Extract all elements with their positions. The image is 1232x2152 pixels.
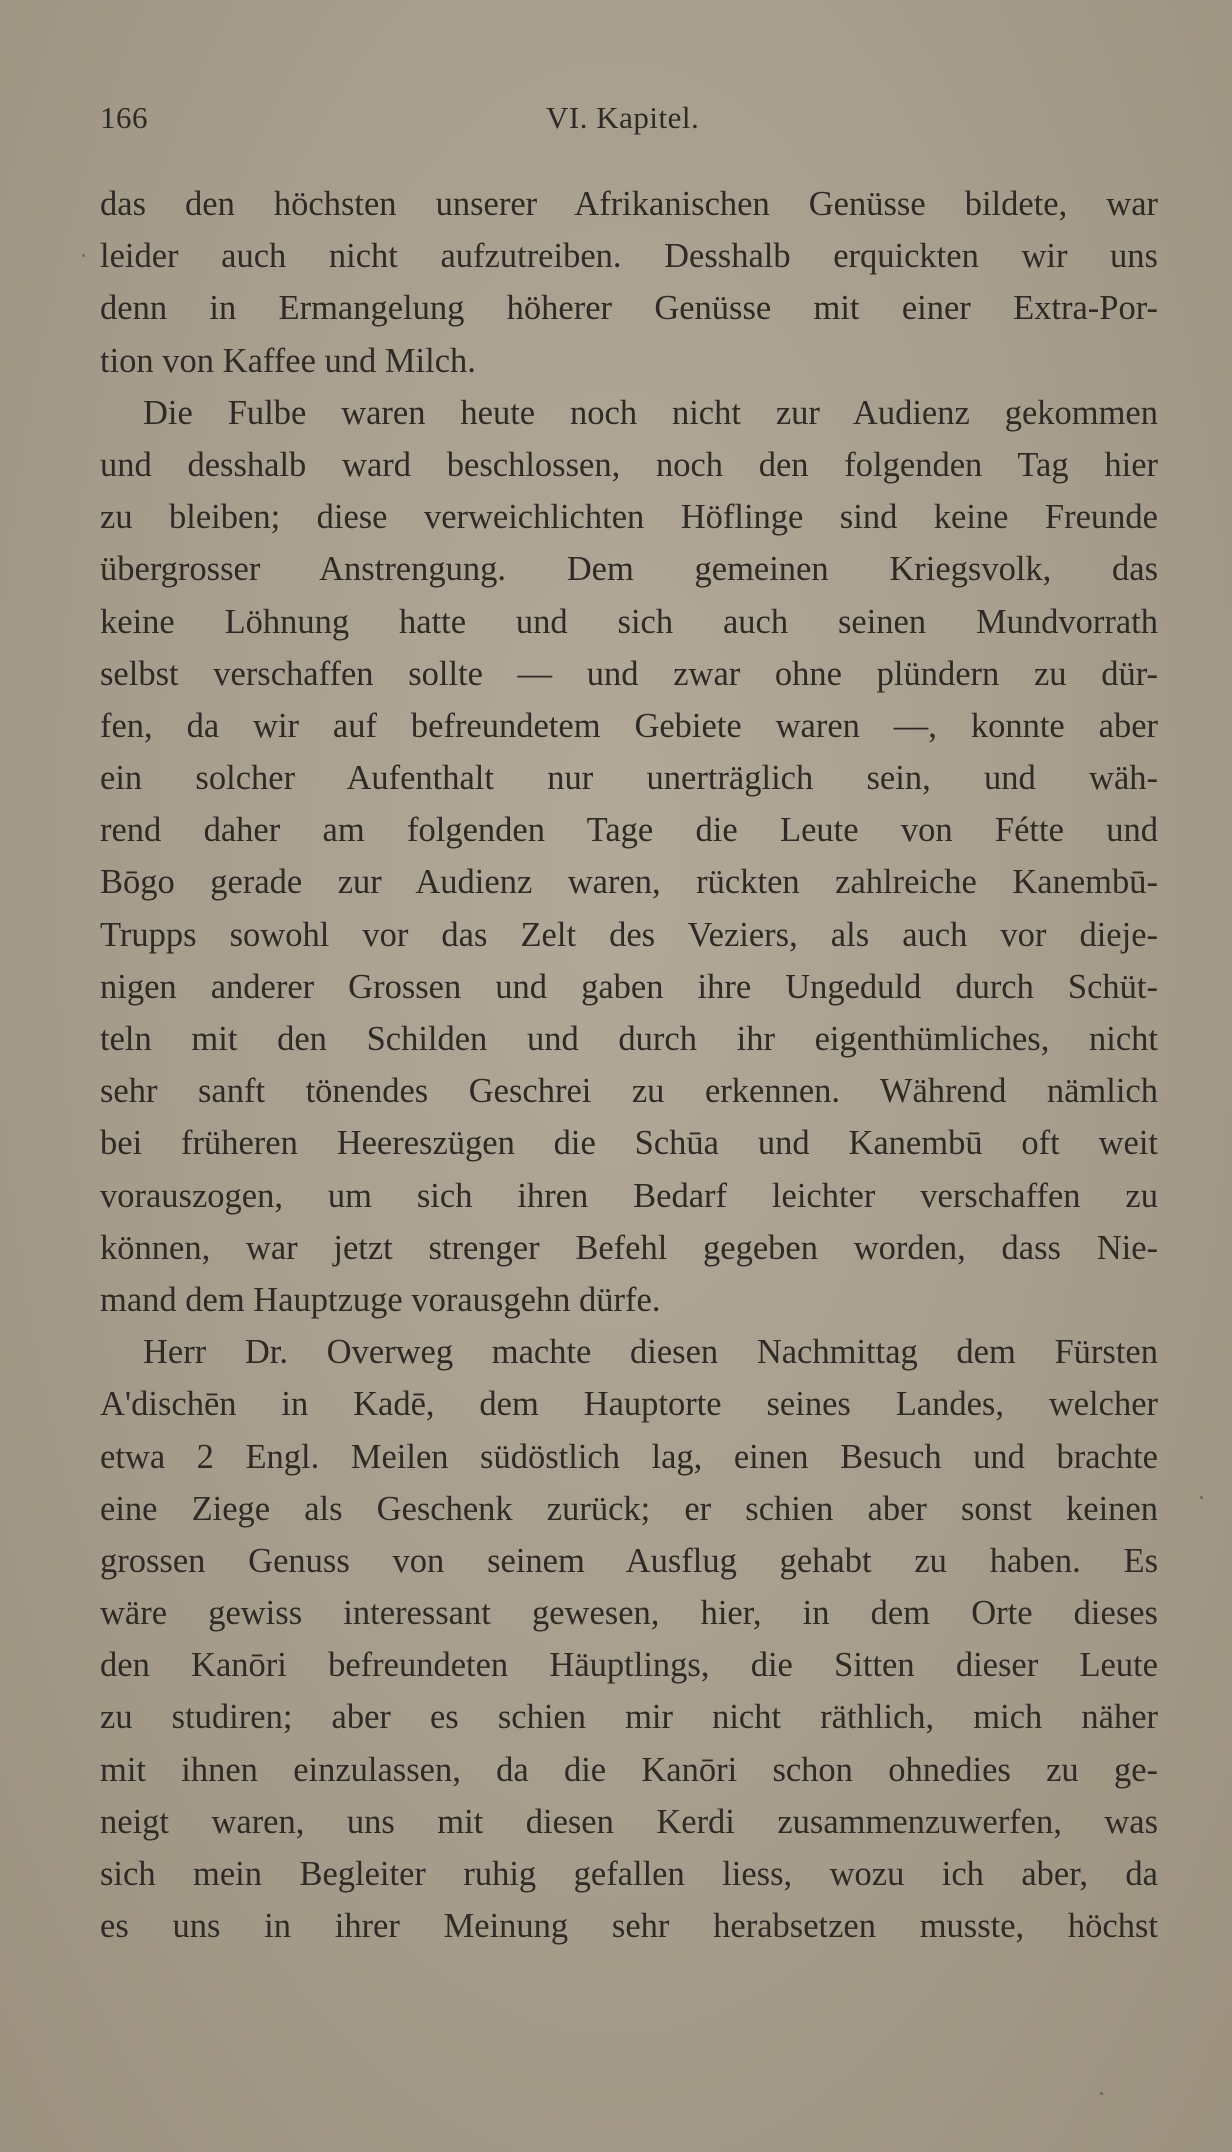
text-line: wäre gewiss interessant gewesen, hier, in dem Orte dieses [100, 1594, 1158, 1633]
text-line: leider auch nicht aufzutreiben. Desshalb erquickten wir uns [100, 237, 1158, 276]
text-line: übergrosser Anstrengung. Dem gemeinen Kriegsvolk, das [100, 550, 1158, 589]
text-line: den Kanōri befreundeten Häuptlings, die Sitten dieser Leute [100, 1646, 1158, 1685]
text-line: Die Fulbe waren heute noch nicht zur Audienz gekommen [143, 393, 1158, 432]
text-line: es uns in ihrer Meinung sehr herabsetzen musste, höchst [100, 1907, 1158, 1946]
paper-speck [82, 254, 85, 257]
text-line: rend daher am folgenden Tage die Leute von Fétte und [100, 811, 1158, 850]
text-line: sich mein Begleiter ruhig gefallen liess, wozu ich aber, da [100, 1855, 1158, 1893]
paper-speck [1100, 2092, 1103, 2095]
text-line: Trupps sowohl vor das Zelt des Veziers, als auch vor dieje- [100, 915, 1158, 954]
running-head: VI. Kapitel. [546, 100, 700, 135]
text-line: selbst verschaffen sollte — und zwar ohne plündern zu dür- [100, 654, 1158, 693]
text-line: grossen Genuss von seinem Ausflug gehabt zu haben. Es [100, 1541, 1158, 1580]
paper-speck [1200, 1496, 1203, 1499]
text-line: zu studiren; aber es schien mir nicht räthlich, mich näher [100, 1698, 1158, 1737]
text-line: fen, da wir auf befreundetem Gebiete waren —, konnte aber [100, 706, 1158, 745]
body-text [100, 178, 1158, 1952]
text-line: zu bleiben; diese verweichlichten Höflinge sind keine Freunde [100, 498, 1158, 537]
text-line: Herr Dr. Overweg machte diesen Nachmittag dem Fürsten [143, 1333, 1158, 1372]
text-line: mit ihnen einzulassen, da die Kanōri schon ohnedies zu ge- [100, 1750, 1158, 1789]
text-line: tion von Kaffee und Milch. [100, 341, 476, 380]
text-line: nigen anderer Grossen und gaben ihre Ungeduld durch Schüt- [100, 967, 1158, 1006]
text-line: neigt waren, uns mit diesen Kerdi zusammenzuwerfen, was [100, 1802, 1158, 1841]
text-line: teln mit den Schilden und durch ihr eigenthümliches, nicht [100, 1020, 1158, 1058]
text-line: sehr sanft tönendes Geschrei zu erkennen. Während nämlich [100, 1072, 1158, 1111]
text-line: das den höchsten unserer Afrikanischen Genüsse bildete, war [100, 185, 1158, 223]
text-line: bei früheren Heereszügen die Schūa und Kanembū oft weit [100, 1124, 1158, 1163]
text-line: können, war jetzt strenger Befehl gegeben worden, dass Nie- [100, 1228, 1158, 1267]
text-line: ein solcher Aufenthalt nur unerträglich sein, und wäh- [100, 759, 1158, 798]
text-line: etwa 2 Engl. Meilen südöstlich lag, einen Besuch und brachte [100, 1437, 1158, 1476]
text-line: mand dem Hauptzuge vorausgehn dürfe. [100, 1280, 661, 1319]
text-line: eine Ziege als Geschenk zurück; er schien aber sonst keinen [100, 1489, 1158, 1528]
page-number: 166 [100, 100, 148, 135]
text-line: keine Löhnung hatte und sich auch seinen Mundvorrath [100, 602, 1158, 641]
text-line: und desshalb ward beschlossen, noch den folgenden Tag hier [100, 445, 1158, 484]
text-line: denn in Ermangelung höherer Genüsse mit einer Extra-Por- [100, 289, 1158, 328]
text-line: A'dischēn in Kadē, dem Hauptorte seines Landes, welcher [100, 1385, 1158, 1424]
page-header [100, 100, 1160, 150]
text-line: Bōgo gerade zur Audienz waren, rückten zahlreiche Kanembū- [100, 863, 1158, 902]
text-line: vorauszogen, um sich ihren Bedarf leichter verschaffen zu [100, 1176, 1158, 1215]
